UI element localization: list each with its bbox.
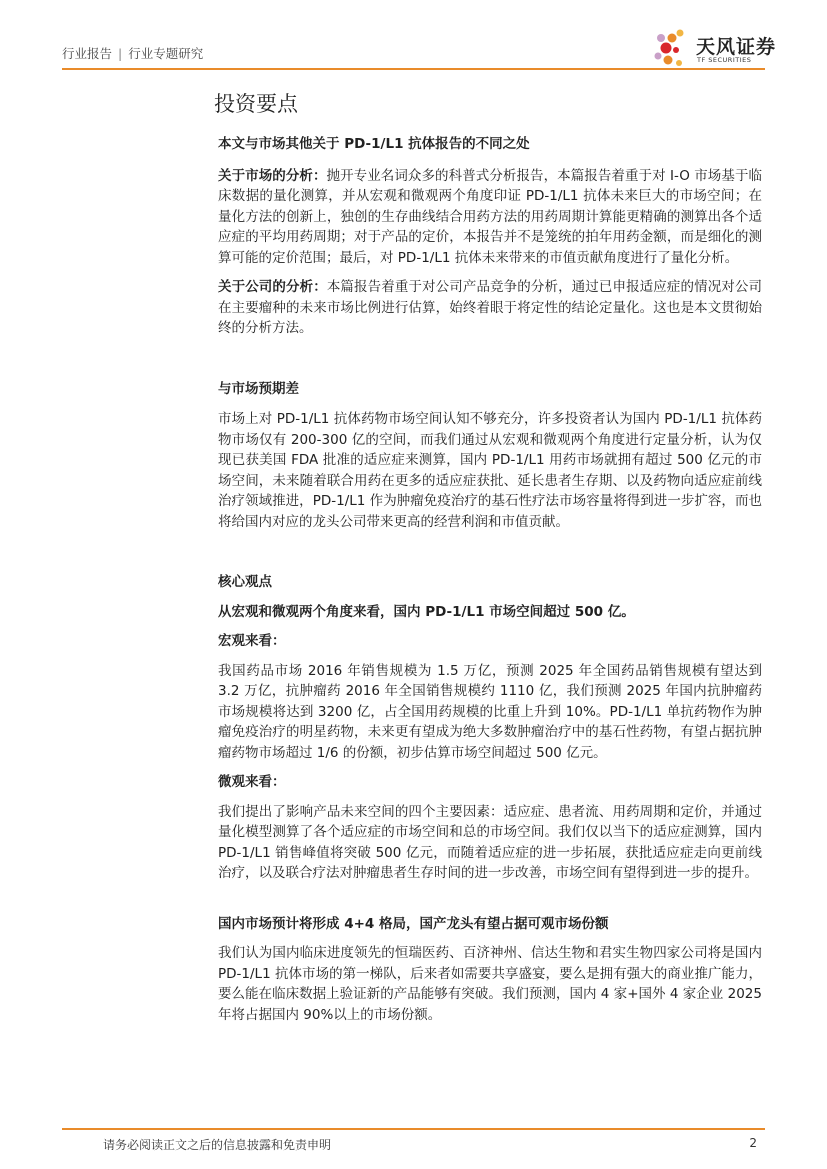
page-number: 2 bbox=[749, 1136, 757, 1150]
company-logo bbox=[652, 26, 777, 70]
core-subheading: 从宏观和微观两个角度来看，国内 PD-1/L1 市场空间超过 500 亿。 bbox=[218, 603, 635, 620]
header-separator: | bbox=[118, 46, 123, 61]
section-heading-gap: 与市场预期差 bbox=[218, 380, 299, 397]
company-analysis-text: 本篇报告着重于对公司产品竞争的分析，通过已申报适应症的情况对公司在主要瘤种的未来市场比例进行估算，始终着眼于将定性的结论定量化。这也是本文贯彻始终的分析方法。 bbox=[218, 279, 763, 336]
paragraph-macro: 我国药品市场 2016 年销售规模为 1.5 万亿，预测 2025 年全国药品销售规模有望达到 3.2 万亿，抗肿瘤药 2016 年全国销售规模约 1110 亿，我们预测 2025 年国内抗肿瘤药市场规模将达到 3200 亿，占全国用药规模的比重上升到 10%。PD-1/L1 单抗药物作为肿瘤免疫治疗的明星药物，未来更有望成为绝大多数肿瘤治疗中的基石性药物，有望占据抗肿瘤药物市场超过 1/6 的份额，初步估算市场空间超过 500 亿元。 bbox=[218, 662, 762, 761]
market-analysis-label: 关于市场的分析： bbox=[218, 167, 327, 184]
flower-logo-icon bbox=[652, 26, 696, 70]
micro-label: 微观来看： bbox=[218, 774, 286, 790]
section-heading-core: 核心观点 bbox=[218, 574, 272, 590]
report-category: 行业报告 bbox=[62, 46, 113, 61]
company-analysis-label: 关于公司的分析： bbox=[218, 279, 327, 295]
footer-disclaimer: 请务必阅读正文之后的信息披露和免责申明 bbox=[103, 1138, 332, 1152]
paragraph-company-analysis bbox=[218, 277, 762, 339]
section-heading-diff: 本文与市场其他关于 PD-1/L1 抗体报告的不同之处 bbox=[218, 136, 530, 152]
report-subcategory: 行业专题研究 bbox=[128, 46, 204, 61]
paragraph-market-gap: 市场上对 PD-1/L1 抗体药物市场空间认知不够充分，许多投资者认为国内 PD-1/L1 抗体药物市场仅有 200-300 亿的空间，而我们通过从宏观和微观两个角度进行定量分析，认为仅现已获美国 FDA 批准的适应症来测算，国内 PD-1/L1 用药市场就拥有超过 500 亿元的市场空间，未来随着联合用药在更多的适应症获批、延长患者生存期、以及药物向适应症前线治疗领域推进，PD-1/L1 作为肿瘤免疫治疗的基石性疗法市场容量将得到进一步扩容，而也将给国内对应的龙头公司带来更高的经营利润和市值贡献。 bbox=[218, 411, 762, 530]
paragraph-domestic: 我们认为国内临床进度领先的恒瑞医药、百济神州、信达生物和君实生物四家公司将是国内 PD-1/L1 抗体市场的第一梯队，后来者如需要共享盛宴，要么是拥有强大的商业推广能力，要么能在临床数据上验证新的产品能够有突破。我们预测，国内 4 家+国外 4 家企业 2025 年将占据国内 90%以上的市场份额。 bbox=[218, 945, 762, 1023]
report-header bbox=[62, 44, 203, 62]
section-heading-domestic: 国内市场预计将形成 4+4 格局，国产龙头有望占据可观市场份额 bbox=[218, 915, 609, 932]
logo-name-cn: 天风证券 bbox=[696, 36, 777, 58]
paragraph-market-analysis bbox=[218, 166, 762, 269]
market-analysis-text: 抛开专业名词众多的科普式分析报告，本篇报告着重于对 I-O 市场基于临床数据的量化测算，并从宏观和微观两个角度印证 PD-1/L1 抗体未来巨大的市场空间；在量化方法的创新上，独创的生存曲线结合用药方法的用药周期计算能更精确的测算出各个适应症的平均用药周期；对于产品的定价，本报告并不是笼统的拍年用药金额，而是细化的测算可能的定价范围；最后，对 PD-1/L1 抗体未来带来的市值贡献角度进行了量化分析。 bbox=[218, 167, 763, 266]
header-divider bbox=[62, 68, 765, 70]
macro-label: 宏观来看： bbox=[218, 633, 286, 649]
logo-name-en: TF SECURITIES bbox=[697, 56, 752, 64]
paragraph-micro: 我们提出了影响产品未来空间的四个主要因素：适应症、患者流、用药周期和定价，并通过量化模型测算了各个适应症的市场空间和总的市场空间。我们仅以当下的适应症测算，国内 PD-1/L1 销售峰值将突破 500 亿元，而随着适应症的进一步拓展，获批适应症走向更前线治疗，以及联合疗法对肿瘤患者生存时间的进一步改善，市场空间有望得到进一步的提升。 bbox=[218, 803, 762, 881]
page-title: 投资要点 bbox=[214, 92, 298, 116]
main-content bbox=[218, 125, 762, 1025]
footer-divider bbox=[62, 1128, 765, 1130]
